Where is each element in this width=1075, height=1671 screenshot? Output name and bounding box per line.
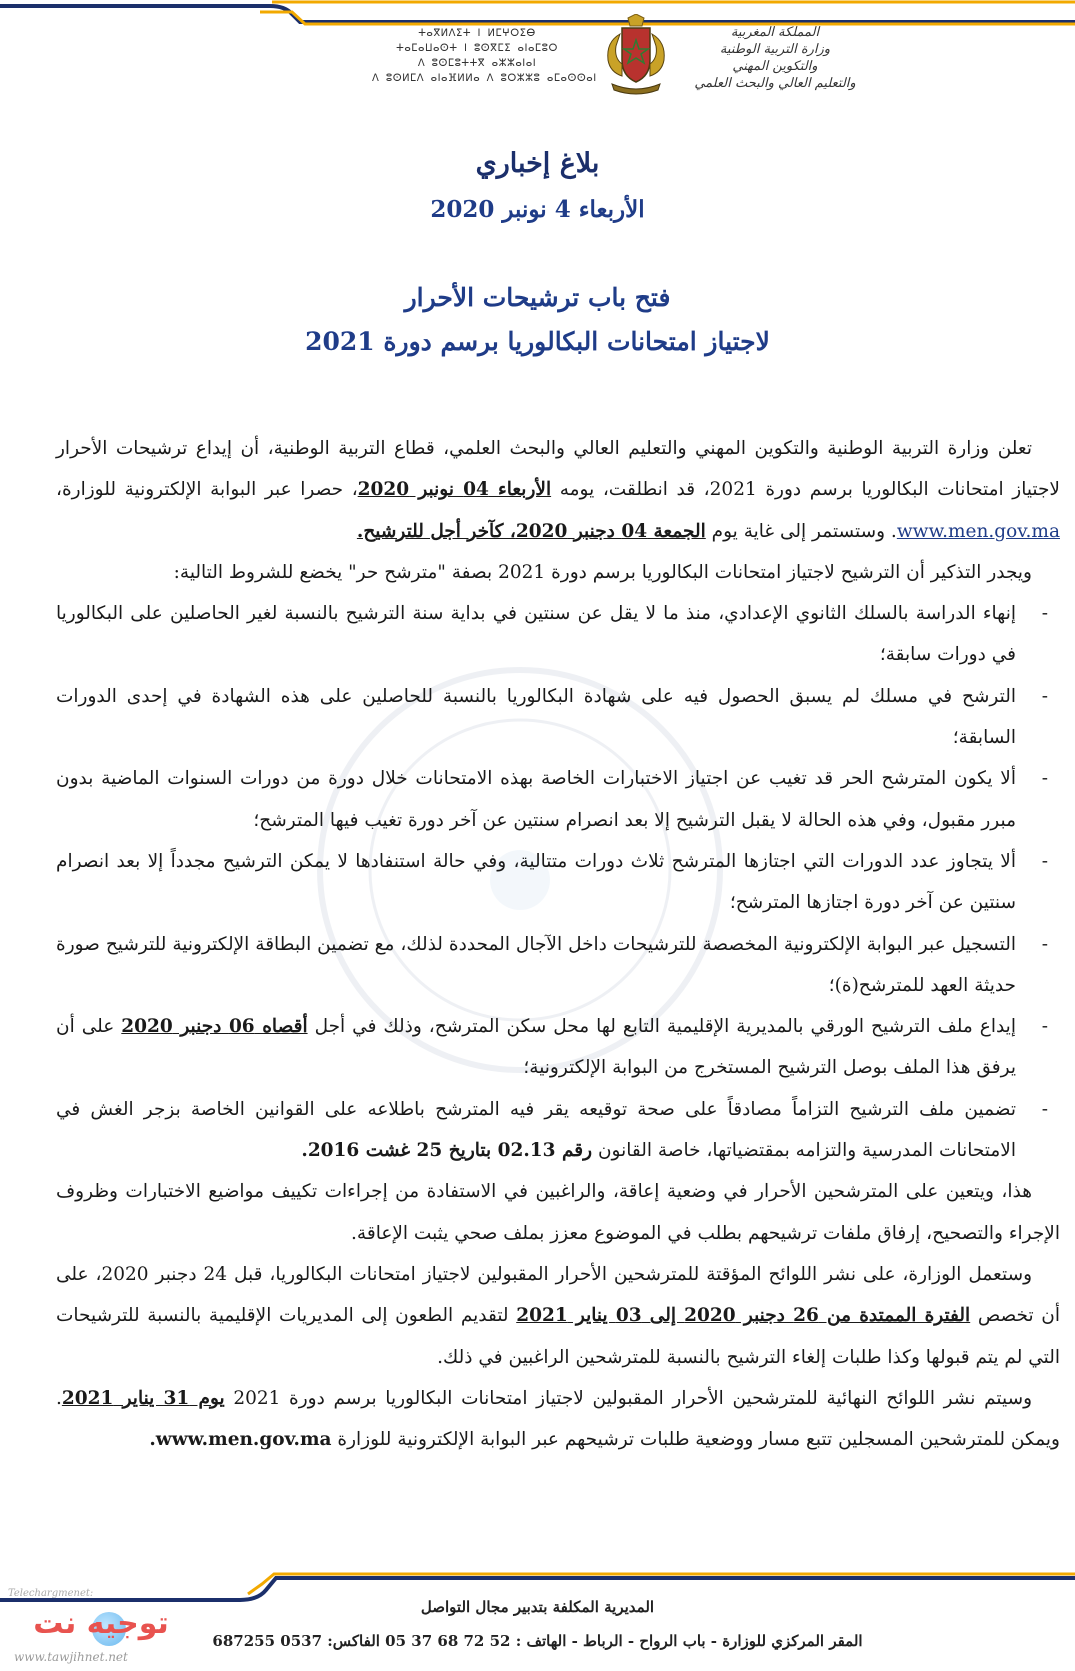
paragraph-intro: [56, 428, 1060, 552]
ministry-portal-link[interactable]: www.men.gov.ma.: [149, 1429, 332, 1451]
list-item: - تضمين ملف الترشيح التزاماً مصادقاً على صحة توقيعه يقر فيه المترشح باطلاعه على القوانين الخاصة بزجر الغش في الامتحانات المدرسية والتزامه بمقتضياتها، خاصة القانون رقم 02.13 بتاريخ 25 غشت 2016.: [56, 1098, 1048, 1162]
condition-text: ألا يتجاوز عدد الدورات التي اجتازها المترشح ثلاث دورات متتالية، وفي حالة استنفادها لا يمكن الترشيح مجدداً إلا بعد انصرام سنتين عن آخر دورة اجتازها المترشح؛: [56, 850, 1016, 914]
tifinagh-line: ⵜⴰⵎⴰⵡⴰⵙⵜ ⵏ ⵓⵙⴳⵎⵉ ⴰⵏⴰⵎⵓⵔ: [396, 43, 558, 54]
final-list-date: يوم 31 يناير 2021: [61, 1387, 225, 1409]
condition-text: ألا يكون المترشح الحر قد تغيب عن اجتياز الاختبارات الخاصة بهذه الامتحانات خلال دورة من دورات السنوات الماضية بدون مبرر مقبول، وفي هذه الحالة لا يقبل الترشيح إلا بعد انصرام سنتين عن آخر دورة تغيب فيها المترشح؛: [56, 768, 1016, 831]
paper-file-deadline: أقصاه 06 دجنبر 2020: [121, 1016, 308, 1038]
conditions-list: [56, 593, 1060, 1171]
law-reference: رقم 02.13 بتاريخ 25 غشت 2016.: [301, 1140, 593, 1162]
text-run: ، حصرا عبر البوابة الإلكترونية للوزارة،: [56, 479, 358, 501]
header-arabic: [660, 24, 890, 92]
ministry-portal-link[interactable]: www.men.gov.ma: [896, 520, 1060, 542]
brand-top-text: Telechargmenet:: [8, 1588, 94, 1599]
text-run: وسيتم نشر اللوائح النهائية للمترشحين الأحرار المقبولين لاجتياز امتحانات البكالوريا برسم دورة 2021: [233, 1387, 1033, 1409]
header-arabic-line: وزارة التربية الوطنية: [719, 42, 831, 57]
condition-text: إنهاء الدراسة بالسلك الثانوي الإعدادي، منذ ما لا يقل عن سنتين في بداية سنة الترشيح بالنسبة لغير الحاصلين على البكالوريا في دورات سابقة؛: [56, 603, 1016, 666]
brand-watermark: [6, 1588, 196, 1668]
appeal-period: الفترة الممتدة من 26 دجنبر 2020 إلى 03 يناير 2021: [516, 1305, 971, 1327]
text-run: . ويمكن للمترشحين المسجلين تتبع مسار ووضعية طلبات ترشيحهم عبر البوابة الإلكترونية للوزارة: [56, 1387, 1060, 1451]
paragraph-final-lists: [56, 1378, 1060, 1461]
header-arabic-line: المملكة المغربية: [730, 25, 820, 40]
paragraph-disability: هذا، ويتعين على المترشحين الأحرار في وضعية إعاقة، والراغبين في الاستفادة من إجراءات تكييف مواضيع الاختبارات وظروف الإجراء والتصحيح، إرفاق ملفات ترشيحهم بطلب في الموضوع معزز بملف صحي يثبت الإعاقة.: [56, 1181, 1060, 1244]
tifinagh-line: ⴷ ⵓⵙⵎⵓⵜⵜⴳ ⴰⵣⵣⴰⵏⴰⵏ: [417, 58, 537, 69]
header-arabic-line: والتكوين المهني: [732, 59, 818, 74]
condition-text: إيداع ملف الترشيح الورقي بالمديرية الإقليمية التابع لها محل سكن المترشح، وذلك في أجل: [314, 1016, 1016, 1038]
condition-text: الترشح في مسلك لم يسبق الحصول فيه على شهادة البكالوريا بالنسبة للحاصلين على هذه الشهادة في إحدى الدورات السابقة؛: [56, 685, 1016, 749]
condition-text: التسجيل عبر البوابة الإلكترونية المخصصة للترشيحات داخل الآجال المحددة لذلك، مع تضمين البطاقة الإلكترونية للترشيح صورة حديثة العهد للمترشح(ة)؛: [56, 933, 1016, 996]
list-item: - التسجيل عبر البوابة الإلكترونية المخصصة للترشيحات داخل الآجال المحددة لذلك، مع تضمين البطاقة الإلكترونية للترشيح صورة حديثة العهد للمترشح(ة)؛: [56, 933, 1048, 996]
communique-title: بلاغ إخباري: [475, 148, 600, 179]
footer-directorate: المديرية المكلفة بتدبير مجال التواصل: [420, 1598, 655, 1616]
text-run: لتقديم الطعون إلى المديريات الإقليمية بالنسبة للترشيحات التي لم يتم قبولها وكذا طلبات إلغاء الترشيح بالنسبة للمترشحين الراغبين في ذلك.: [56, 1305, 1060, 1368]
communique-date: الأربعاء 4 نونبر 2020: [430, 196, 645, 223]
start-date: الأربعاء 04 نونبر 2020: [357, 479, 552, 501]
condition-text: تضمين ملف الترشيح التزاماً مصادقاً على صحة توقيعه يقر فيه المترشح باطلاعه على القوانين الخاصة بزجر الغش في الامتحانات المدرسية والتزامه بمقتضياتها، خاصة القانون: [56, 1098, 1016, 1162]
paragraph-provisional-lists: [56, 1254, 1060, 1378]
header-tifinagh: [372, 26, 597, 86]
list-item: - إيداع ملف الترشيح الورقي بالمديرية الإقليمية التابع لها محل سكن المترشح، وذلك في أجل أقصاه 06 دجنبر 2020 على أن يرفق هذا الملف بوصل الترشيح المستخرج من البوابة الإلكترونية؛: [56, 1016, 1048, 1079]
deadline-date: الجمعة 04 دجنبر 2020، كآخر أجل للترشيح.: [356, 520, 706, 542]
header-arabic-line: والتعليم العالي والبحث العلمي: [694, 76, 856, 91]
communique-body: [56, 428, 1060, 1460]
text-run: . وستستمر إلى غاية يوم: [711, 520, 897, 542]
text-run: تعلن وزارة التربية الوطنية والتكوين المهني والتعليم العالي والبحث العلمي، قطاع التربية الوطنية، أن إيداع ترشيحات الأحرار لاجتياز امتحانات البكالوريا برسم دورة 2021، قد انطلقت، يومه: [56, 438, 1060, 501]
brand-name: توجيه نت: [33, 1606, 169, 1641]
footer-address: المقر المركزي للوزارة - باب الرواح - الرباط - الهاتف : 52 72 68 37 05 الفاكس: 0537 687255: [212, 1632, 863, 1650]
text-run: وستعمل الوزارة، على نشر اللوائح المؤقتة للمترشحين الأحرار المقبولين لاجتياز امتحانات البكالوريا، قبل 24 دجنبر 2020، على أن تخصص: [56, 1263, 1060, 1327]
tifinagh-line: ⵜⴰⴳⵍⴷⵉⵜ ⵏ ⵍⵎⵖⵔⵉⴱ: [418, 28, 536, 39]
subject-line-1: فتح باب ترشيحات الأحرار: [404, 283, 671, 312]
list-item: - ألا يتجاوز عدد الدورات التي اجتازها المترشح ثلاث دورات متتالية، وفي حالة استنفادها لا يمكن الترشيح مجدداً إلا بعد انصرام سنتين عن آخر دورة اجتازها المترشح؛: [56, 850, 1048, 914]
tifinagh-line: ⴷ ⵓⵙⵍⵎⴷ ⴰⵏⴰⴼⵍⵍⴰ ⴷ ⵓⵔⵣⵣⵓ ⴰⵎⴰⵙⵙⴰⵏ: [372, 73, 597, 84]
list-item: - الترشح في مسلك لم يسبق الحصول فيه على شهادة البكالوريا بالنسبة للحاصلين على هذه الشهادة في إحدى الدورات السابقة؛: [56, 685, 1048, 749]
condition-text: على أن يرفق هذا الملف بوصل الترشيح المستخرج من البوابة الإلكترونية؛: [56, 1016, 1016, 1079]
paragraph-conditions-intro: ويجدر التذكير أن الترشيح لاجتياز امتحانات البكالوريا برسم دورة 2021 بصفة "مترشح حر" يخضع للشروط التالية:: [173, 561, 1032, 583]
brand-url[interactable]: www.tawjihnet.net: [14, 1650, 128, 1664]
list-item: - إنهاء الدراسة بالسلك الثانوي الإعدادي، منذ ما لا يقل عن سنتين في بداية سنة الترشيح بالنسبة لغير الحاصلين على البكالوريا في دورات سابقة؛: [56, 603, 1048, 666]
subject-line-2: لاجتياز امتحانات البكالوريا برسم دورة 2021: [305, 327, 770, 356]
list-item: - ألا يكون المترشح الحر قد تغيب عن اجتياز الاختبارات الخاصة بهذه الامتحانات خلال دورة من دورات السنوات الماضية بدون مبرر مقبول، وفي هذه الحالة لا يقبل الترشيح إلا بعد انصرام سنتين عن آخر دورة تغيب فيها المترشح؛: [56, 768, 1048, 831]
